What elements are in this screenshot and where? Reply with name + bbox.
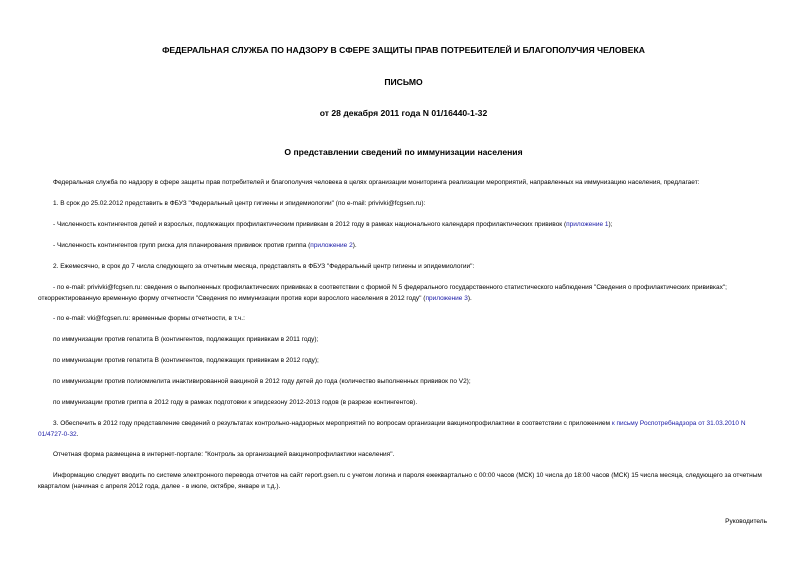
item-1b-after: ). bbox=[352, 242, 357, 249]
item-3-paragraph bbox=[38, 418, 768, 440]
appendix-3-link[interactable]: приложение 3 bbox=[425, 295, 468, 302]
item-2a-paragraph bbox=[38, 282, 768, 304]
appendix-2-link[interactable]: приложение 2 bbox=[310, 242, 353, 249]
intro-paragraph: Федеральная служба по надзору в сфере защиты прав потребителей и благополучия человека в целях организации мониторинга реализации мероприятий, направленных на иммунизацию населения, предлагает: bbox=[53, 179, 700, 186]
document-subject: О представлении сведений по иммунизации населения bbox=[284, 147, 523, 157]
item-2a-text: - по e-mail: privivki@fcgsen.ru: сведения о выполненных профилактических прививках в соответствии с формой N 5 федерального государственного статистического наблюдения "Сведения о профилактических прививках"; откорректированную временную форму отчетности "Сведения по иммунизации против кори взрослого населения в 2012 году" ( bbox=[38, 284, 727, 302]
item-1a-paragraph bbox=[38, 219, 768, 230]
document-type: ПИСЬМО bbox=[384, 77, 423, 87]
item-1a-after: ); bbox=[608, 221, 613, 228]
item-2b-paragraph: - по e-mail: vki@fcgsen.ru: временные формы отчетности, в т.ч.: bbox=[53, 315, 245, 322]
item-2b3-paragraph: по иммунизации против полиомиелита инактивированной вакциной в 2012 году детей до года (количество выполненных прививок по V2); bbox=[53, 378, 471, 385]
item-1b-paragraph bbox=[38, 240, 768, 251]
signature-title: Руководитель bbox=[725, 518, 767, 525]
appendix-1-link[interactable]: приложение 1 bbox=[566, 221, 609, 228]
document-date-number: от 28 декабря 2011 года N 01/16440-1-32 bbox=[319, 108, 488, 118]
report-form-paragraph: Отчетная форма размещена в интернет-портале: "Контроль за организацией вакцинопрофилактики населения". bbox=[53, 451, 395, 458]
item-1-paragraph: 1. В срок до 25.02.2012 представить в ФБУЗ "Федеральный центр гигиены и эпидемиологии" (по e-mail: privivki@fcgsen.ru): bbox=[53, 200, 426, 207]
item-2b1-paragraph: по иммунизации против гепатита В (контингентов, подлежащих прививкам в 2011 году); bbox=[53, 336, 319, 343]
item-2-paragraph: 2. Ежемесячно, в срок до 7 числа следующего за отчетным месяца, представлять в ФБУЗ "Федеральный центр гигиены и эпидемиологии": bbox=[53, 263, 475, 270]
item-2a-after: ). bbox=[467, 295, 472, 302]
item-1b-text: - Численность контингентов групп риска для планирования прививок против гриппа ( bbox=[53, 242, 311, 249]
letter-reference-link[interactable]: к письму Роспотребнадзора от 31.03.2010 N 01/4727-0-32 bbox=[38, 420, 746, 438]
item-3-text: 3. Обеспечить в 2012 году представление сведений о результатах контрольно-надзорных мероприятий по вопросам организации вакцинопрофилактики в соответствии с приложением bbox=[53, 420, 612, 427]
item-2b2-paragraph: по иммунизации против гепатита В (контингентов, подлежащих прививкам в 2012 году); bbox=[53, 357, 319, 364]
item-1a-text: - Численность контингентов детей и взрослых, подлежащих профилактическим прививкам в 2012 году в рамках национального календаря профилактических прививок ( bbox=[53, 221, 567, 228]
agency-title: ФЕДЕРАЛЬНАЯ СЛУЖБА ПО НАДЗОРУ В СФЕРЕ ЗАЩИТЫ ПРАВ ПОТРЕБИТЕЛЕЙ И БЛАГОПОЛУЧИЯ ЧЕЛОВЕКА bbox=[162, 45, 645, 55]
item-2b4-paragraph: по иммунизации против гриппа в 2012 году в рамках подготовки к эпидсезону 2012-2013 годов (в разрезе контингентов). bbox=[53, 399, 418, 406]
submission-info-paragraph: Информацию следует вводить по системе электронного перевода отчетов на сайт report.gsen.ru с учетом логина и пароля ежеквартально с 00:00 часов (МСК) 10 числа до 18:00 часов (МСК) 15 числа месяца, следующего за отчетным кварталом (начиная с апреля 2012 года, далее - в июле, октябре, январе и т.д.). bbox=[38, 472, 762, 490]
item-3-after: . bbox=[76, 431, 79, 438]
